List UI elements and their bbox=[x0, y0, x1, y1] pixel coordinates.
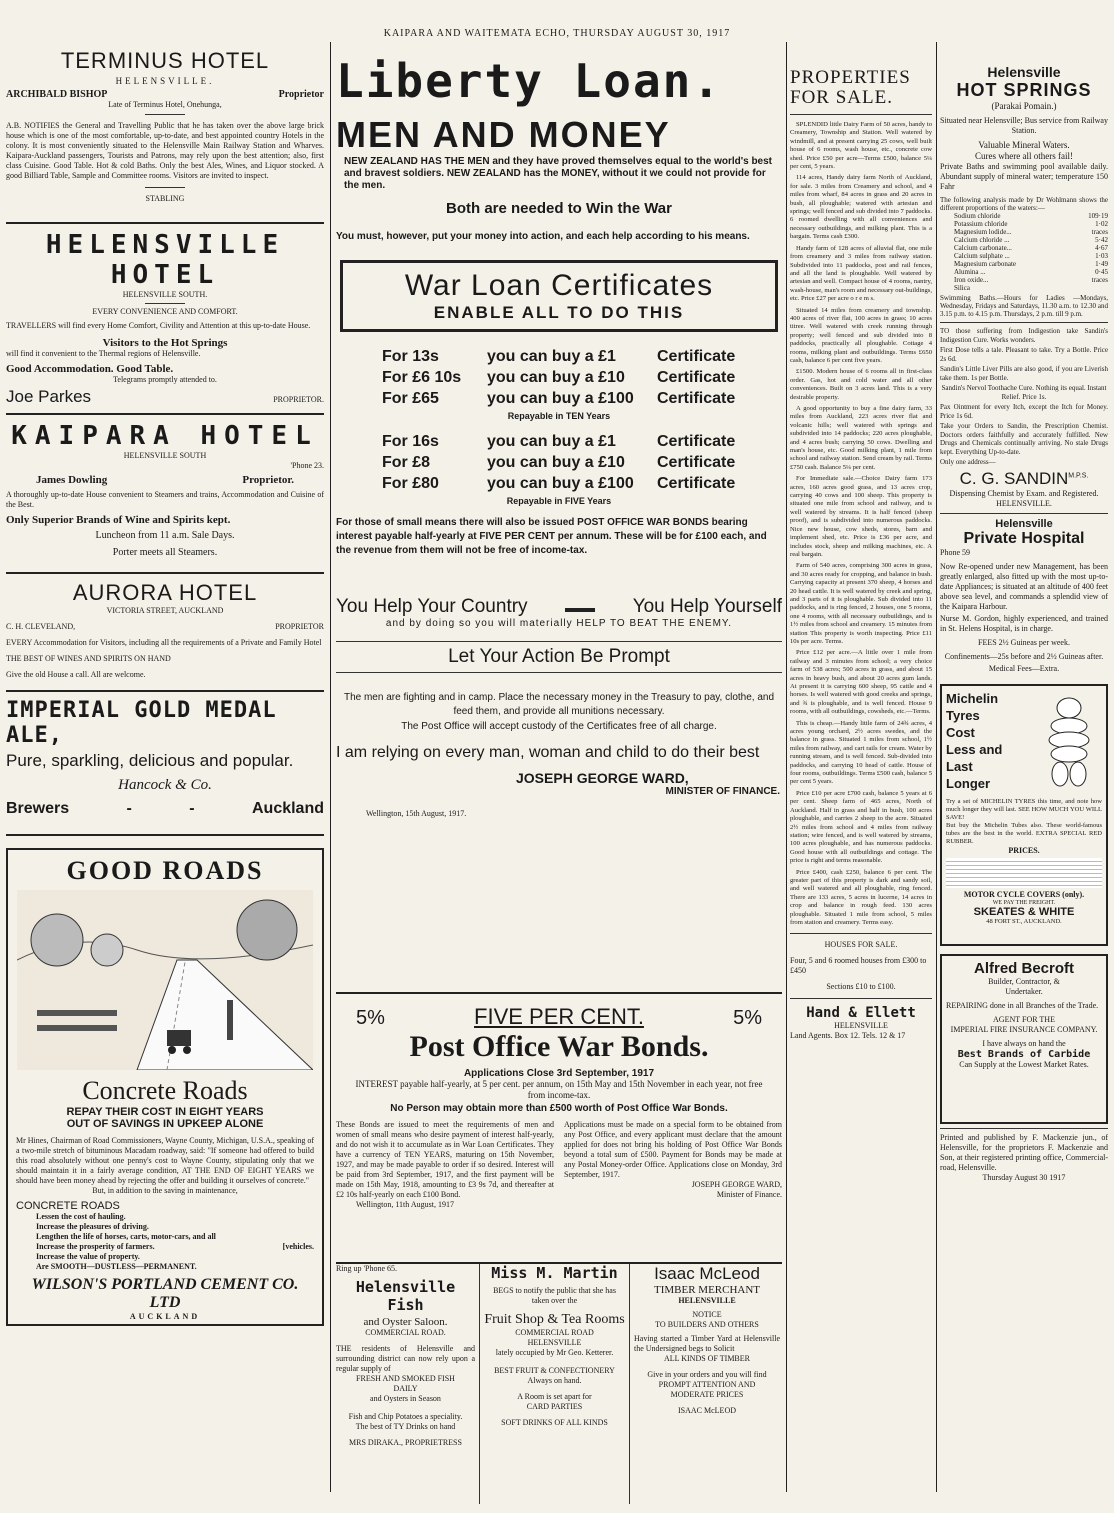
michelin-tubes: But buy the Michelin Tubes also. These world-famous tubes are the best in the world. EXTRA SPECIAL RED RUBBER. bbox=[946, 821, 1102, 845]
sandin-itch: Pax Ointment for every Itch, except the Itch for Money. Price 1s 6d. bbox=[940, 403, 1108, 420]
michelin-word: Cost bbox=[946, 724, 975, 740]
michelin-try: Try a set of MICHELIN TYRES this time, and note how much longer they will last. SEE HOW MUCH YOU WILL SAVE! bbox=[946, 797, 1102, 821]
becroft-carbide: Best Brands of Carbide bbox=[957, 1048, 1091, 1060]
properties-list bbox=[790, 121, 932, 927]
mineral-row bbox=[954, 212, 1108, 220]
column-3 bbox=[790, 44, 932, 1506]
both-needed: Both are needed to Win the War bbox=[446, 200, 672, 217]
springs-private: Private Baths and swimming pool available daily. Abundant supply of mineral water; temperature 150 Fahr bbox=[940, 162, 1108, 191]
becroft-repairing: REPAIRING done in all Branches of the Trade. bbox=[946, 1000, 1099, 1010]
aurora-title: AURORA HOTEL bbox=[72, 580, 258, 605]
mineral-value: 5·42 bbox=[1095, 236, 1108, 244]
aurora-hotel-ad bbox=[6, 580, 324, 680]
springs-parakai: (Parakai Pomain.) bbox=[991, 101, 1057, 111]
bonds-close: Applications Close 3rd September, 1917 bbox=[463, 1068, 655, 1079]
certificate-table bbox=[382, 346, 782, 506]
michelin-word: Longer bbox=[946, 775, 991, 791]
cert-price: For 13s bbox=[382, 347, 439, 365]
cert-label: Certificate bbox=[657, 474, 736, 492]
fish-prop: MRS DIRAKA., PROPRIETRESS bbox=[349, 1438, 462, 1447]
terminus-hotel-ad bbox=[6, 48, 324, 204]
prompt-line: Let Your Action Be Prompt bbox=[448, 646, 670, 667]
kaipara-hotel-ad bbox=[6, 421, 324, 558]
bonds-person: No Person may obtain more than £500 worth of Post Office War Bonds. bbox=[390, 1103, 728, 1114]
kaipara-hotel-sub: HELENSVILLE SOUTH bbox=[123, 451, 207, 460]
michelin-word: Tyres bbox=[946, 707, 980, 723]
mineral-name: Sodium chloride bbox=[954, 212, 1001, 220]
becroft-title: Alfred Becroft bbox=[973, 959, 1074, 977]
fish-daily: DAILY bbox=[393, 1384, 418, 1393]
cert-label: Certificate bbox=[657, 432, 736, 450]
cement-brand-city: AUCKLAND bbox=[129, 1312, 201, 1321]
cert-buy: you can buy a £100 bbox=[487, 474, 634, 492]
concrete-list-item: Increase the prosperity of farmers. bbox=[36, 1242, 155, 1251]
ale-dash: - bbox=[189, 800, 195, 817]
bonds-sign: JOSEPH GEORGE WARD, bbox=[691, 1180, 782, 1189]
mineral-row bbox=[954, 220, 1108, 228]
bonds-left: These Bonds are issued to meet the requirements of men and women of small means who desire payment of interest half-yearly, and do not wish it to accumulate as in War Loan Certificates. They have a currency of TEN YEARS, maturing on 15th November, 1927, and may be made payable to order if so desired. Interest will be paid from 3rd September, 1917, and the first payment will be made on 15th May, 1918, amounting to £3 9s 7d, and thereafter at £2 10s half-yearly on each £100 Bond. bbox=[336, 1120, 554, 1199]
sandin-only: Only one address— bbox=[940, 458, 996, 466]
mineral-value: 1·49 bbox=[1095, 260, 1108, 268]
concrete-list-item: Increase the pleasures of driving. bbox=[36, 1222, 149, 1231]
concrete-sub1: REPAY THEIR COST IN EIGHT YEARS bbox=[66, 1106, 264, 1118]
helensville-hotel-ad bbox=[6, 230, 324, 407]
becroft-ad bbox=[940, 954, 1108, 1124]
martin-body: BEGS to notify the public that she has taken over the bbox=[493, 1286, 616, 1305]
nz-text: NEW ZEALAND HAS THE MEN and they have proved themselves equal to the world's best and bravest soldiers. NEW ZEALAND has the MONEY, without it we could not provide for the men. bbox=[344, 156, 773, 191]
ten-year-note: Repayable in TEN Years bbox=[507, 411, 611, 421]
martin-room: A Room is set apart for bbox=[517, 1392, 592, 1401]
column-2 bbox=[336, 44, 782, 1506]
aurora-address: VICTORIA STREET, AUCKLAND bbox=[106, 606, 224, 615]
michelin-ad bbox=[940, 684, 1108, 946]
cert-label: Certificate bbox=[657, 347, 736, 365]
concrete-but: But, in addition to the saving in maintenance, bbox=[92, 1186, 238, 1195]
kaipara-hotel-phone: 'Phone 23. bbox=[290, 461, 324, 470]
helensville-hotel-name: Joe Parkes bbox=[6, 387, 92, 406]
houses-title: HOUSES FOR SALE. bbox=[824, 940, 898, 950]
mineral-value: 1·03 bbox=[1095, 252, 1108, 260]
mcleod-sub: TIMBER MERCHANT bbox=[653, 1284, 761, 1296]
mcleod-sign: ISAAC McLEOD bbox=[678, 1406, 736, 1415]
mineral-row bbox=[954, 276, 1108, 284]
property-listing: Handy farm of 128 acres of alluvial flat, one mile from creamery and 3 miles from railway station. Subdivided into 11 paddocks, post and rail fences, and all the land is ploughable. Well watered by artesian and well. Compact house of 4 rooms, nantry, wash-house, man's room and necessary out-buildings, etc. Price £27 per acre o r e m s. bbox=[790, 244, 932, 303]
property-listing: Farm of 540 acres, comprising 300 acres in grass, and 30 acres ready for cropping, and balance in bush. Carrying capacity at present 370 sheep, 4 horses and 20 head cattle. It is well watered by creek and spring, and 3 parts of it is ploughable. Sub divided into 11 paddocks, and is ring fenced, 2 houses, one 5 rooms, one 4 rooms, with all necessary outbuildings, and is 1½ miles from school and creamery. 15 minutes from station This property is worth inspecting. Price £11 10s per acre. Terms. bbox=[790, 562, 932, 645]
terminus-late: Late of Terminus Hotel, Onehunga, bbox=[108, 100, 222, 109]
kaipara-hotel-name: James Dowling bbox=[36, 474, 108, 486]
martin-ad bbox=[480, 1264, 630, 1504]
mineral-value: 1·02 bbox=[1095, 220, 1108, 228]
hand-ellett-town: HELENSVILLE bbox=[834, 1021, 888, 1031]
martin-card: CARD PARTIES bbox=[526, 1402, 583, 1411]
martin-lately: lately occupied by Mr Geo. Ketterer. bbox=[495, 1348, 614, 1357]
michelin-man-icon bbox=[1038, 694, 1100, 794]
mineral-row bbox=[954, 268, 1108, 276]
column-4 bbox=[940, 44, 1108, 1506]
liberty-loan-ad bbox=[336, 44, 782, 1004]
mcleod-ad bbox=[630, 1264, 780, 1504]
property-listing: £1500. Modern house of 6 rooms all in first-class order. Gas, hot and cold water and all other conveniences. Built on 3 acres land. This is a very desirable property. bbox=[790, 368, 932, 401]
cert-row bbox=[382, 346, 782, 367]
relying: I am relying on every man, woman and child to do their best bbox=[336, 744, 760, 761]
cert-buy: you can buy a £10 bbox=[487, 453, 625, 471]
concrete-vehicles: [vehicles. bbox=[282, 1242, 314, 1251]
springs-valuable: Valuable Mineral Waters. bbox=[978, 140, 1070, 150]
mcleod-notice: NOTICE bbox=[692, 1310, 722, 1319]
becroft-builder: Builder, Contractor, & bbox=[988, 976, 1060, 986]
mineral-row bbox=[954, 244, 1108, 252]
mcleod-all: ALL KINDS OF TIMBER bbox=[663, 1354, 750, 1363]
imprint-date: Thursday August 30 1917 bbox=[982, 1172, 1066, 1182]
ale-tag: Pure, sparkling, delicious and popular. bbox=[6, 751, 294, 770]
mineral-name: Magnesium carbonate bbox=[954, 260, 1017, 268]
small-ads-row bbox=[336, 1264, 782, 1504]
cert-buy: you can buy a £1 bbox=[487, 432, 616, 450]
property-listing: This is cheap.—Handy little farm of 24¾ acres, 4 acres young orchard, 2½ acres swedes, and the balance in grass. Situated 1 miles from school, 1½ miles from railway, and cart rails for cream. Water by running stream, and is well fenced. Sub-divided into paddocks, and carrying 10 head of cattle. House of four rooms, outbuildings. Terms £500 cash, balance 5 per cent 5 years. bbox=[790, 719, 932, 786]
cert-label: Certificate bbox=[657, 453, 736, 471]
sandin-ad bbox=[940, 327, 1108, 467]
bonds-left-date: Wellington, 11th August, 1917 bbox=[356, 1200, 454, 1209]
ale-dash: - bbox=[126, 800, 132, 817]
help-country: You Help Your Country bbox=[336, 596, 528, 617]
concrete-list-item: Lengthen the life of horses, carts, motor-cars, and all bbox=[36, 1232, 216, 1241]
mcleod-mod: MODERATE PRICES bbox=[670, 1390, 744, 1399]
michelin-motor: MOTOR CYCLE COVERS (only). bbox=[963, 889, 1085, 899]
war-bonds-ad bbox=[336, 994, 782, 1254]
springs-title2: HOT SPRINGS bbox=[956, 80, 1092, 100]
cert-price: For £6 10s bbox=[382, 368, 462, 386]
becroft-supply: Can Supply at the Lowest Market Rates. bbox=[959, 1059, 1089, 1069]
sandin-intro: TO those suffering from Indigestion take Sandin's Indigestion Cure. Works wonders. bbox=[940, 327, 1108, 344]
martin-town: HELENSVILLE bbox=[527, 1338, 582, 1347]
aurora-body: EVERY Accommodation for Visitors, including all the requirements of a Private and Family Hotel bbox=[6, 638, 322, 647]
hospital-reopened: Now Re-opened under new Management, has been greatly enlarged, also fitted up with the most up-to-date Appliances; is situated at an altitude of 400 feet above sea level, and commands a splendid view of the Kaipara Harbour. bbox=[940, 561, 1108, 611]
mcleod-prompt: PROMPT ATTENTION AND bbox=[658, 1380, 756, 1389]
michelin-word: Michelin bbox=[946, 690, 999, 706]
cert-label: Certificate bbox=[657, 389, 736, 407]
fish-title: Helensville Fish bbox=[355, 1278, 456, 1314]
bonds-pct: 5% bbox=[733, 1007, 762, 1029]
concrete-list-item: Increase the value of property. bbox=[36, 1252, 140, 1261]
springs-title: Helensville bbox=[987, 64, 1061, 80]
kaipara-hotel-body: A thoroughly up-to-date House convenient to Steamers and trains, Accommodation and Cuisine of the Best. bbox=[6, 490, 324, 509]
sandin-pills: Sandin's Little Liver Pills are also good, if you are Liverish take them. 1s per Bottle. bbox=[940, 365, 1108, 382]
property-listing: Price £12 per acre.—A little over 1 mile from railway and 3 minutes from school; a very choice farm of 538 acres; 500 acres in grass, and about 15 acres in heavy bush, and about 20 acres gum lands. At present it is carrying 600 sheep, 95 cattle and 4 horses. Is well watered with good creeks and springs, and ¾ is ploughable, and is well fenced. House 9 rooms, with all outbuildings, cowsheds, etc.—Terms. bbox=[790, 649, 932, 716]
aurora-wines: THE BEST OF WINES AND SPIRITS ON HAND bbox=[6, 654, 171, 663]
springs-analysis: The following analysis made by Dr Wohlmann shows the different proportions of the waters:— bbox=[940, 196, 1108, 212]
cement-brand: WILSON'S PORTLAND CEMENT CO. LTD bbox=[31, 1276, 299, 1311]
kaipara-hotel-role: Proprietor. bbox=[242, 474, 294, 486]
masthead: KAIPARA AND WAITEMATA ECHO, THURSDAY AUGUST 30, 1917 bbox=[383, 28, 731, 39]
property-listing: Price £400, cash £250, balance 6 per cent. The greater part of this property is dark and sandy soil, and well watered and all ploughable, ring fenced. There are 133 acres, 5 acres in lucerne, 14 acres in crop and balance in rough feed. 130 acres ploughable. Situated 1 mile from school, 5 miles from station and creamery. Terms easy. bbox=[790, 868, 932, 926]
helensville-hotel-body: TRAVELLERS will find every Home Comfort, Civility and Attention at this up-to-date House. bbox=[6, 321, 311, 330]
terminus-body: A.B. NOTIFIES the General and Travelling Public that he has taken over the above large brick house which is one of the most comfortable, up-to-date, and best appointed country Hotels in the colony. It is most conveniently situated to the Helensville Main Railway Station and Wharves. Kaipara-Auckland passengers, Tourists and Patrons, may rely upon the best attention; also, first class Cuisine. Good Table. Hot & cold Baths. Only the best Ales, Wines, and Liquor stocked. A good Billiard Table, Sample and Committee rooms. Visitors are invited to inspect. bbox=[6, 121, 324, 180]
mineral-name: Calcium carbonate... bbox=[954, 244, 1012, 252]
fish-best: The best of TY Drinks on hand bbox=[355, 1422, 456, 1431]
michelin-prices: PRICES. bbox=[1008, 845, 1040, 855]
kaipara-hotel-porter: Porter meets all Steamers. bbox=[112, 547, 218, 558]
mcleod-title: Isaac McLeod bbox=[654, 1264, 760, 1283]
aurora-name: C. H. CLEVELAND, bbox=[6, 622, 76, 631]
sandin-orders: Take your Orders to Sandin, the Prescription Chemist. Doctors orders faithfully and accurately fulfilled. New Drugs and Chemicals continually arriving. No stale Drugs kept. Everything Up-to-date. bbox=[940, 422, 1108, 456]
mineral-row bbox=[954, 252, 1108, 260]
mineral-name: Calcium chloride ... bbox=[954, 236, 1010, 244]
property-listing: Price £10 per acre £700 cash, balance 5 years at 6 per cent. Sheep farm of 465 acres, North of Auckland. Half in grass and half in bush, 100 acres ploughable, and carries 2 sheep to the acre. Situated 2½ miles from school and 4 miles from railway station; wire fenced, and is well watered by streams, 100 acres ploughable, and has numerous paddocks. Good house with all outbuildings and cottage. The price is right and terms reasonable. bbox=[790, 789, 932, 865]
hand-ellett: Hand & Ellett bbox=[806, 1005, 916, 1022]
hand-ellett-agents: Land Agents. Box 12. Tels. 12 & 17 bbox=[790, 1031, 906, 1041]
mineral-value: traces bbox=[1091, 228, 1108, 236]
concrete-list-item: Are SMOOTH—DUSTLESS—PERMANENT. bbox=[36, 1262, 197, 1271]
mineral-name: Potassium chloride bbox=[954, 220, 1008, 228]
column-rule bbox=[936, 42, 937, 1492]
mcleod-give: Give in your orders and you will find bbox=[647, 1370, 767, 1379]
concrete-headline: Concrete Roads bbox=[82, 1076, 248, 1105]
fish-oysters: and Oysters in Season bbox=[370, 1394, 441, 1403]
mineral-row bbox=[954, 260, 1108, 268]
terminus-stabling: STABLING bbox=[145, 194, 185, 203]
sandin-nerve: Sandin's Nervol Toothache Cure. Nothing its equal. Instant Relief. Price 1s. bbox=[941, 384, 1107, 401]
war-loan-title: War Loan Certificates bbox=[404, 269, 714, 302]
column-1 bbox=[6, 44, 324, 1504]
mineral-row bbox=[954, 236, 1108, 244]
property-listing: Situated 14 miles from creamery and township. 400 acres of river flat, 100 acres in grass; 10 acres titree. Well watered with creek running through property; well fenced and sub divided into 8 paddocks, practically all ploughable. Cottage 4 rooms, milking plant and outbuildings. Terms £650 cash, balance 6 per cent five years. bbox=[790, 306, 932, 364]
mineral-name: Alumina ... bbox=[954, 268, 986, 276]
sandin-mps: M.P.S. bbox=[1068, 471, 1089, 479]
helensville-hotel-good: Good Accommodation. Good Table. bbox=[6, 363, 174, 375]
helensville-hotel-telegrams: Telegrams promptly attended to. bbox=[113, 375, 217, 384]
fish-body: THE residents of Helensville and surrounding district can now rely upon a regular supply of bbox=[336, 1344, 475, 1373]
hospital-title: Private Hospital bbox=[963, 529, 1085, 547]
cert-price: For £65 bbox=[382, 389, 439, 407]
martin-best: BEST FRUIT & CONFECTIONERY bbox=[494, 1366, 615, 1375]
hospital-medical: Medical Fees—Extra. bbox=[988, 663, 1060, 673]
fish-ring: Ring up 'Phone 65. bbox=[336, 1264, 397, 1273]
mineral-row bbox=[954, 228, 1108, 236]
wellington-date: Wellington, 15th August, 1917. bbox=[366, 809, 467, 818]
kaipara-hotel-brands: Only Superior Brands of Wine and Spirits kept. bbox=[6, 514, 231, 526]
concrete-body: Mr Hines, Chairman of Road Commissioners, Wayne County, Michigan, U.S.A., speaking of a two-mile stretch of bituminous Macadam roadway, said: "If someone had offered to build this road absolutely without one penny's cost to Wayne County, stipulating only that we should maintain it in a fairly average condition, AT THE END OF EIGHT YEARS we should have been money ahead by rejecting the offer and building it ourselves of concrete." bbox=[16, 1136, 314, 1185]
sandin-town: HELENSVILLE. bbox=[996, 498, 1052, 508]
good-roads-title: GOOD ROADS bbox=[66, 856, 264, 885]
sections-body: Sections £10 to £100. bbox=[826, 982, 896, 992]
imperial-ale-ad bbox=[6, 698, 324, 818]
mineral-value: 4·67 bbox=[1095, 244, 1108, 252]
five-year-note: Repayable in FIVE Years bbox=[506, 496, 612, 506]
property-listing: A good opportunity to buy a fine dairy farm, 33 miles from Auckland, 223 acres river flat and volcanic hills; well watered with springs and subdivided into 14 paddocks; 220 acres ploughable, and 4 acres bush; carrying 50 cows. Dwelling and man's house, etc. Good milking plant, 1 mile from school and railway station. Send cream by rail. Terms £750 cash. Balance 5¼ per cent. bbox=[790, 405, 932, 471]
mineral-name: Calcium sulphate ... bbox=[954, 252, 1010, 260]
helensville-hotel-title: HELENSVILLE HOTEL bbox=[45, 230, 285, 290]
terminus-role: Proprietor bbox=[278, 89, 324, 100]
mineral-row bbox=[954, 284, 1108, 292]
martin-title: Miss M. Martin bbox=[491, 1264, 618, 1282]
aurora-role: PROPRIETOR bbox=[275, 622, 324, 631]
bonds-sign2: Minister of Finance. bbox=[716, 1190, 782, 1199]
column-rule bbox=[786, 42, 787, 1492]
mcleod-to: TO BUILDERS AND OTHERS bbox=[655, 1320, 759, 1329]
mineral-value: traces bbox=[1091, 276, 1108, 284]
mineral-value: 109·19 bbox=[1088, 212, 1108, 220]
becroft-agent: AGENT FOR THE bbox=[993, 1014, 1055, 1024]
bonds-note: For those of small means there will also be issued POST OFFICE WAR BONDS bearing interest payable half-yearly at FIVE PER CENT per annum. These will be for £100 each, and the revenue from them will not be free of income-tax. bbox=[336, 517, 767, 556]
terminus-proprietor: ARCHIBALD BISHOP bbox=[6, 89, 108, 100]
hospital-phone: Phone 59 bbox=[940, 547, 970, 557]
ale-city: Auckland bbox=[251, 800, 324, 817]
mcleod-body: Having started a Timber Yard at Helensville the Undersigned begs to Solicit bbox=[634, 1334, 780, 1353]
concrete-list-item: Lessen the cost of hauling. bbox=[36, 1212, 126, 1221]
property-listing: SPLENDID little Dairy Farm of 50 acres, handy to Creamery, Township and Station. Well watered by windmill, and at present carrying 25 cows, well built house of 6 rooms, wash house, etc., concrete cow shed. Price £50 per acre—Terms £500, balance 5¼ per cent, 5 years. bbox=[790, 121, 932, 171]
michelin-freight: WE PAY THE FREIGHT. bbox=[992, 899, 1056, 906]
cert-buy: you can buy a £10 bbox=[487, 368, 625, 386]
cert-row bbox=[382, 431, 782, 452]
road-illustration bbox=[17, 890, 313, 1070]
cert-buy: you can buy a £1 bbox=[487, 347, 616, 365]
fish-fresh: FRESH AND SMOKED FISH bbox=[356, 1374, 455, 1383]
springs-hours: Swimming Baths.—Hours for Ladies —Mondays, Wednesday, Fridays and Saturdays, 11.30 a.m. to 12.30 and 3.15 p.m. to 4.15 p.m. Thursdays, 2 p.m. till 9 p.m. bbox=[940, 294, 1108, 318]
imprint: Printed and published by F. Mackenzie jun., of Helensville, for the proprietors F. Mackenzie and Son, at their registered printing office, Commercial-road, Helensville. bbox=[940, 1132, 1108, 1172]
michelin-word: Less and bbox=[946, 741, 1003, 757]
becroft-undertaker: Undertaker. bbox=[1005, 986, 1043, 996]
bonds-title: Post Office War Bonds. bbox=[409, 1030, 709, 1063]
fish-road: COMMERCIAL ROAD. bbox=[365, 1328, 446, 1337]
bonds-right: Applications must be made on a special form to be obtained from any Post Office, and every applicant must declare that the amount applied for does not bring his holding of Post Office War Bonds beyond a total sum of £500. Payment for Bonds may be made at any Postal Money-order Office. Applications close on Monday, 3rd September, 1917. bbox=[564, 1120, 782, 1179]
property-listing: 114 acres, Handy dairy farm North of Auckland, for sale. 3 miles from Creamery and school, and 4 miles from wharf, 84 acres in grass and 20 acres in bush, all ploughable; watered with artesian and springs; well fenced and sub divided into 7 paddocks. 6 roomed dwelling with all conveniences and necessary outbuildings, and milking plant. This is a bargain. Terms cash £300. bbox=[790, 174, 932, 241]
column-rule bbox=[330, 42, 331, 1492]
skeates-white: SKEATES & WHITE bbox=[973, 905, 1075, 918]
concrete-sub2: OUT OF SAVINGS IN UPKEEP ALONE bbox=[66, 1118, 264, 1130]
men-and-money: MEN AND MONEY bbox=[336, 114, 671, 155]
help-yourself: You Help Yourself bbox=[632, 596, 782, 617]
mineral-name: Magnesium lodide... bbox=[954, 228, 1012, 236]
ale-brewers: Brewers bbox=[6, 800, 70, 817]
cert-price: For £80 bbox=[382, 474, 439, 492]
terminus-town: HELENSVILLE. bbox=[115, 76, 215, 86]
ale-maker: Hancock & Co. bbox=[118, 777, 212, 793]
minerals-table bbox=[940, 212, 1108, 292]
terminus-title: TERMINUS HOTEL bbox=[60, 48, 270, 73]
helensville-hotel-visitors-body: will find it convenient to the Thermal regions of Helensville. bbox=[6, 349, 201, 358]
helensville-hotel-role: PROPRIETOR. bbox=[273, 395, 324, 404]
sandin-dose: First Dose tells a tale. Pleasant to take. Try a Bottle. Price 2s 6d. bbox=[940, 346, 1108, 363]
however-text: You must, however, put your money into action, and each help according to his means. bbox=[336, 231, 750, 242]
kaipara-hotel-luncheon: Luncheon from 11 a.m. Sale Days. bbox=[95, 530, 235, 541]
bonds-interest: INTEREST payable half-yearly, at 5 per cent. per annum, on 15th May and 15th November in each year, not free from income-tax. bbox=[355, 1079, 763, 1100]
cert-row bbox=[382, 452, 782, 473]
helensville-hotel-tag: EVERY CONVENIENCE AND COMFORT. bbox=[92, 307, 238, 316]
bonds-five: FIVE PER CENT. bbox=[474, 1004, 644, 1029]
helensville-hotel-visitors: Visitors to the Hot Springs bbox=[102, 337, 228, 349]
martin-always: Always on hand. bbox=[527, 1376, 582, 1385]
liberty-loan-title: Liberty Loan. bbox=[336, 54, 723, 108]
becroft-always: I have always on hand the bbox=[982, 1038, 1066, 1048]
men-fighting: The men are fighting and in camp. Place the necessary money in the Treasury to pay, clothe, and feed them, and provide all munitions necessary. bbox=[343, 692, 775, 717]
cert-row bbox=[382, 388, 782, 409]
springs-situated: Situated near Helensville; Bus service from Railway Station. bbox=[940, 116, 1108, 135]
minister-label: MINISTER OF FINANCE. bbox=[665, 786, 780, 797]
martin-road: COMMERCIAL ROAD bbox=[515, 1328, 594, 1337]
cert-row bbox=[382, 367, 782, 388]
hospital-fees: FEES 2½ Guineas per week. bbox=[978, 637, 1070, 647]
springs-cures: Cures where all others fail! bbox=[975, 151, 1073, 161]
sandin-dispensing: Dispensing Chemist by Exam. and Registered. bbox=[949, 488, 1099, 498]
fish-chips: Fish and Chip Potatoes a speciality. bbox=[348, 1412, 463, 1421]
mineral-value: 0·45 bbox=[1095, 268, 1108, 276]
ale-title: IMPERIAL GOLD MEDAL ALE, bbox=[6, 698, 277, 748]
mineral-name: Iron oxide... bbox=[954, 276, 989, 284]
cert-row bbox=[382, 473, 782, 494]
bonds-pct: 5% bbox=[356, 1007, 385, 1029]
cert-label: Certificate bbox=[657, 368, 736, 386]
fish-sub: and Oyster Saloon. bbox=[363, 1316, 448, 1328]
becroft-fire: IMPERIAL FIRE INSURANCE COMPANY. bbox=[950, 1024, 1098, 1034]
war-loan-box bbox=[340, 260, 778, 332]
jgw-sign: JOSEPH GEORGE WARD, bbox=[516, 770, 689, 786]
kaipara-hotel-title: KAIPARA HOTEL bbox=[11, 421, 319, 451]
martin-soft: SOFT DRINKS OF ALL KINDS bbox=[501, 1418, 608, 1427]
houses-body: Four, 5 and 6 roomed houses from £300 to £450 bbox=[790, 956, 927, 976]
aurora-give: Give the old House a call. All are welcome. bbox=[6, 670, 146, 679]
concrete-roads-ad bbox=[6, 848, 324, 1326]
skeates-address: 48 FORT ST., AUCKLAND. bbox=[986, 917, 1062, 925]
hospital-nurse: Nurse M. Gordon, highly experienced, and trained in St. Helens Hospital, is in charge. bbox=[940, 613, 1108, 633]
enable-all: ENABLE ALL TO DO THIS bbox=[433, 303, 685, 322]
mcleod-town: HELENSVILLE bbox=[678, 1296, 736, 1305]
helensville-hotel-sub: HELENSVILLE SOUTH. bbox=[122, 290, 208, 299]
martin-shop: Fruit Shop & Tea Rooms bbox=[484, 1312, 625, 1327]
fish-ad bbox=[336, 1264, 480, 1504]
cert-buy: you can buy a £100 bbox=[487, 389, 634, 407]
mineral-name: Silica bbox=[954, 284, 970, 292]
cert-price: For £8 bbox=[382, 453, 431, 471]
price-table-graphic bbox=[946, 858, 1102, 888]
cert-price: For 16s bbox=[382, 432, 439, 450]
post-office-custody: The Post Office will accept custody of the Certificates free of all charge. bbox=[401, 721, 717, 732]
properties-title: PROPERTIES FOR SALE. bbox=[790, 67, 911, 108]
hospital-confinements: Confinements—25s before and 2½ Guineas after. bbox=[944, 651, 1104, 661]
concrete-roads-label: CONCRETE ROADS bbox=[16, 1200, 120, 1212]
property-listing: For Immediate sale.—Choice Dairy farm 173 acres, 160 acres good grass, and 13 acres crop, carrying 40 cows and 100 sheep. This property is situated one mile from school and railway, and is well watered by streams. It is half fenced (sheep proof), and is subdivided into numerous paddocks. Nice new house, cow sheds, stores, barn and implement shed, etc. Price is £36 per acre, and includes stock, sheep and milking machines, etc. A real bargain. bbox=[790, 475, 932, 558]
help-doing: and by doing so you will materially HELP TO BEAT THE ENEMY. bbox=[385, 618, 733, 629]
sandin-name: C. G. SANDIN bbox=[959, 468, 1069, 488]
michelin-word: Last bbox=[946, 758, 973, 774]
hospital-town: Helensville bbox=[995, 517, 1053, 530]
